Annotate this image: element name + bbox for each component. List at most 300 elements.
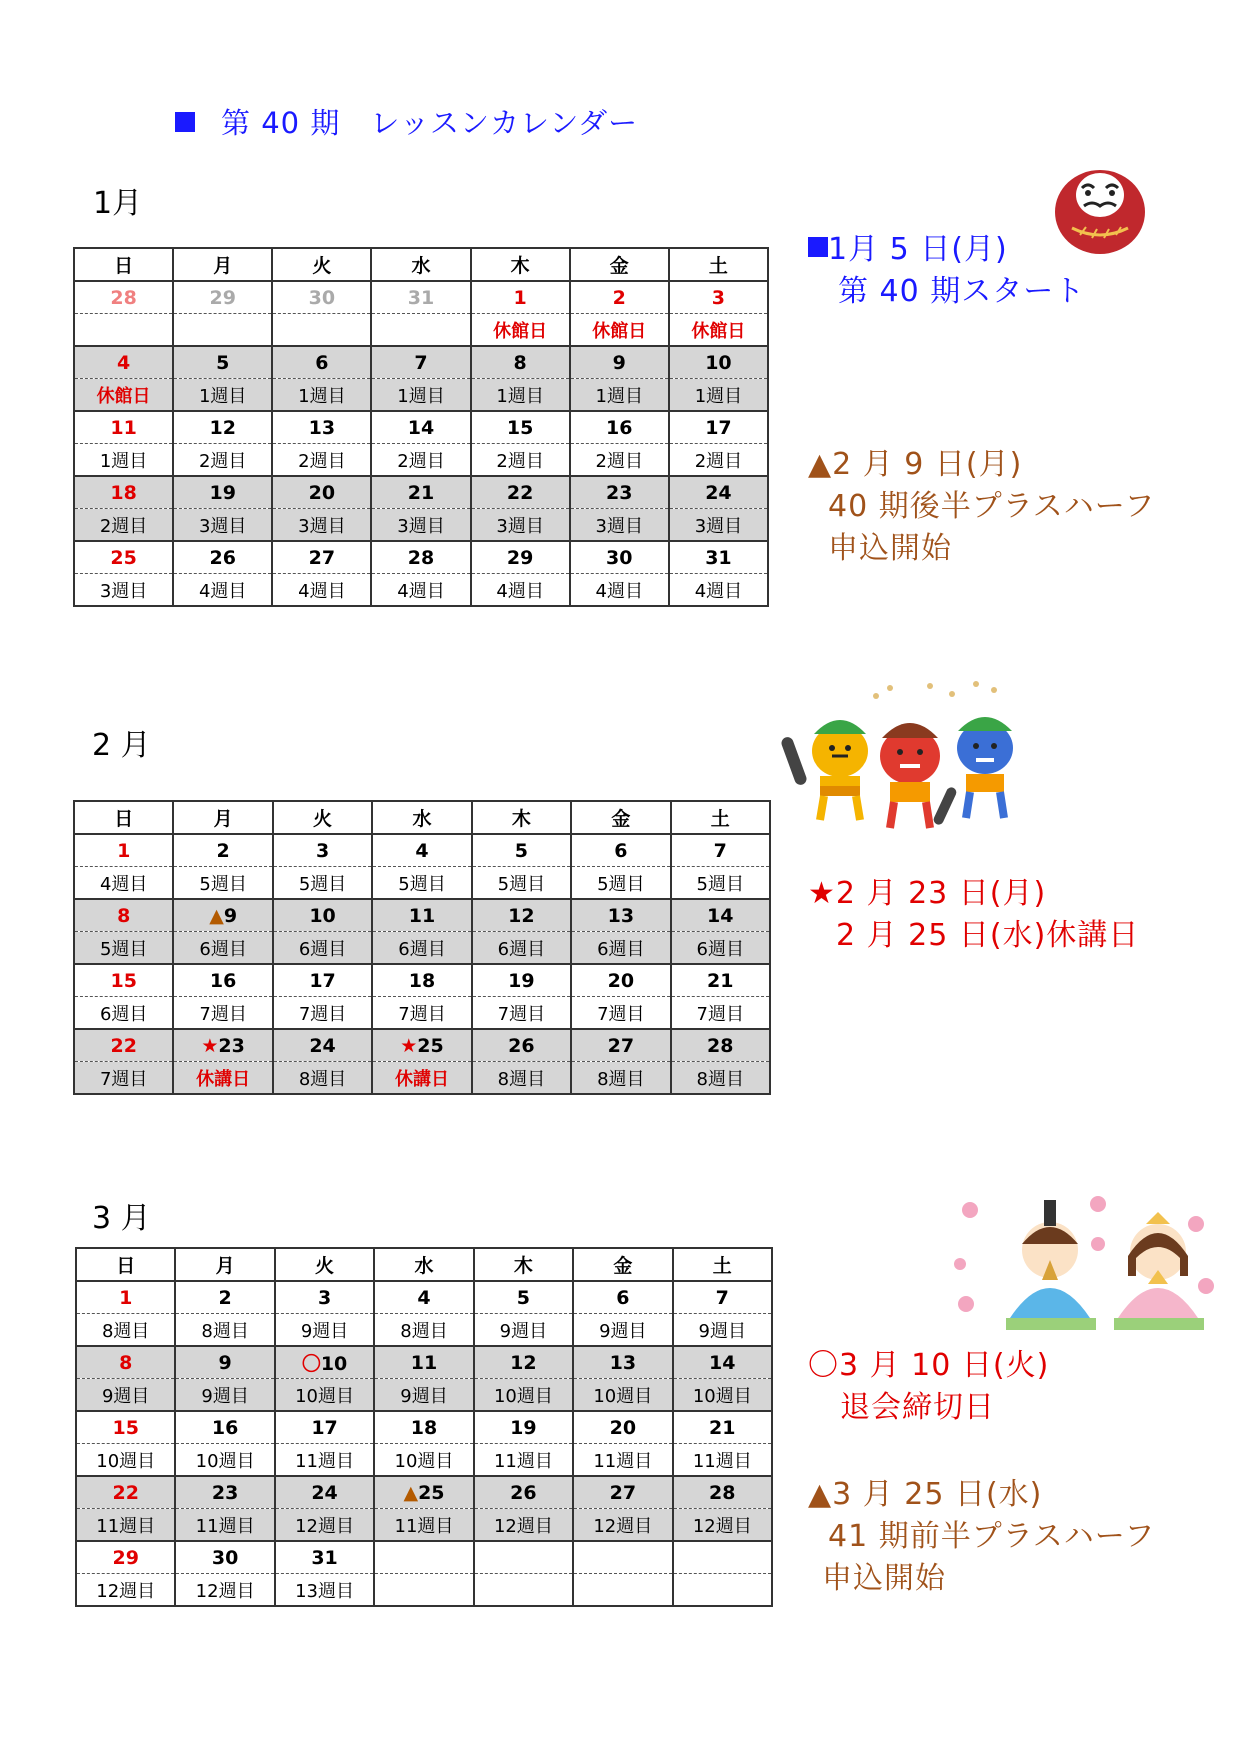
weekday-header-cell: 水 xyxy=(374,1248,473,1281)
date-number: 13 xyxy=(308,416,336,439)
date-cell xyxy=(573,1281,672,1314)
date-cell xyxy=(273,834,372,867)
red-circle-icon: 〇 xyxy=(808,1348,839,1383)
week-label-cell: 1週目 xyxy=(272,379,371,412)
date-cell xyxy=(471,411,570,444)
date-row xyxy=(74,281,768,314)
blue-square-icon xyxy=(808,237,828,257)
week-label-cell xyxy=(573,1574,672,1607)
date-cell xyxy=(76,1541,175,1574)
date-number: 3 xyxy=(711,286,726,309)
date-cell xyxy=(272,411,371,444)
date-number: 7 xyxy=(713,839,727,862)
date-number: 26 xyxy=(209,546,236,569)
week-label-cell: 11週目 xyxy=(76,1509,175,1542)
date-cell xyxy=(474,1346,573,1379)
week-label-cell: 1週目 xyxy=(371,379,470,412)
date-number: 14 xyxy=(709,1351,736,1374)
date-number: 18 xyxy=(110,481,137,504)
date-number: 27 xyxy=(308,546,336,569)
note-feb-closed xyxy=(808,873,1139,957)
date-cell xyxy=(669,281,768,314)
date-number: 11 xyxy=(110,416,137,439)
date-number: 21 xyxy=(707,969,734,992)
date-cell xyxy=(272,476,371,509)
date-cell xyxy=(173,411,272,444)
date-cell xyxy=(74,964,173,997)
date-row xyxy=(76,1346,772,1379)
week-label-cell: 10週目 xyxy=(175,1444,274,1477)
hina-dolls-illustration xyxy=(948,1184,1218,1334)
date-cell xyxy=(673,1346,772,1379)
date-cell xyxy=(372,1029,471,1062)
date-number: 16 xyxy=(606,416,633,439)
star-marker-icon: ★ xyxy=(201,1034,219,1057)
week-label-cell: 7週目 xyxy=(273,997,372,1030)
date-number: 23 xyxy=(606,481,633,504)
week-label-cell: 3週目 xyxy=(669,509,768,542)
date-number: 16 xyxy=(211,1416,239,1439)
week-label-cell xyxy=(272,314,371,347)
note-feb-closed-date: 2 月 23 日(月) xyxy=(835,876,1047,911)
date-number: 20 xyxy=(308,481,336,504)
date-number: 19 xyxy=(508,969,535,992)
weekday-header-cell: 火 xyxy=(275,1248,374,1281)
weekday-header-cell: 水 xyxy=(372,801,471,834)
week-label-cell: 6週目 xyxy=(173,932,272,965)
week-label-cell: 12週目 xyxy=(76,1574,175,1607)
date-number: 10 xyxy=(705,351,732,374)
date-number: 14 xyxy=(707,904,734,927)
date-cell xyxy=(371,411,470,444)
date-number: 26 xyxy=(510,1481,537,1504)
date-number: 8 xyxy=(513,351,527,374)
week-row xyxy=(76,1314,772,1347)
date-number: 21 xyxy=(709,1416,736,1439)
week-label-cell: 9週目 xyxy=(76,1379,175,1412)
date-cell xyxy=(570,541,669,574)
date-number: 27 xyxy=(609,1481,637,1504)
date-number: 24 xyxy=(311,1481,338,1504)
date-cell xyxy=(272,346,371,379)
week-label-cell: 5週目 xyxy=(472,867,571,900)
date-cell xyxy=(76,1281,175,1314)
week-label-cell: 11週目 xyxy=(573,1444,672,1477)
note-feb-plushalf xyxy=(808,444,1155,570)
date-cell xyxy=(74,346,173,379)
date-cell xyxy=(272,541,371,574)
date-number: 24 xyxy=(309,1034,336,1057)
date-cell xyxy=(570,476,669,509)
date-cell xyxy=(669,411,768,444)
week-label-cell: 2週目 xyxy=(272,444,371,477)
oni-demons-illustration xyxy=(780,676,1040,836)
daruma-illustration xyxy=(1052,160,1148,256)
date-number: 6 xyxy=(614,839,628,862)
date-number: 15 xyxy=(112,1416,139,1439)
date-cell xyxy=(74,1029,173,1062)
date-cell xyxy=(173,899,272,932)
week-label-cell xyxy=(371,314,470,347)
date-number: 15 xyxy=(506,416,534,439)
date-number: 10 xyxy=(309,904,336,927)
date-number: 19 xyxy=(510,1416,537,1439)
date-row xyxy=(74,476,768,509)
date-number: 9 xyxy=(218,1351,232,1374)
date-cell xyxy=(671,899,770,932)
week-label-cell: 9週目 xyxy=(275,1314,374,1347)
date-number: 8 xyxy=(117,904,131,927)
date-cell xyxy=(175,1476,274,1509)
week-label-cell: 6週目 xyxy=(273,932,372,965)
date-number: 29 xyxy=(506,546,534,569)
date-number: 18 xyxy=(410,1416,438,1439)
month-label-mar: 3 月 xyxy=(92,1201,151,1236)
note-mar-plushalf-text2: 申込開始 xyxy=(822,1561,946,1596)
date-cell xyxy=(571,1029,670,1062)
date-number: 13 xyxy=(607,904,635,927)
week-label-cell: 11週目 xyxy=(673,1444,772,1477)
date-cell xyxy=(471,476,570,509)
week-label-cell: 7週目 xyxy=(671,997,770,1030)
month-label-jan: 1月 xyxy=(93,186,143,221)
date-number: 30 xyxy=(211,1546,239,1569)
week-label-cell: 5週目 xyxy=(571,867,670,900)
date-cell xyxy=(273,964,372,997)
date-number: 16 xyxy=(209,969,237,992)
date-number: 8 xyxy=(119,1351,133,1374)
date-number: 6 xyxy=(616,1286,630,1309)
red-star-icon: ★ xyxy=(808,876,836,911)
date-number: 22 xyxy=(112,1481,139,1504)
date-cell xyxy=(371,281,470,314)
date-cell xyxy=(570,346,669,379)
date-cell xyxy=(671,964,770,997)
date-cell xyxy=(273,1029,372,1062)
date-cell xyxy=(570,411,669,444)
week-label-cell: 3週目 xyxy=(371,509,470,542)
date-number: 25 xyxy=(417,1034,444,1057)
date-cell xyxy=(272,281,371,314)
week-label-cell: 3週目 xyxy=(173,509,272,542)
week-label-cell: 4週目 xyxy=(173,574,272,607)
date-number: 18 xyxy=(408,969,436,992)
note-term-start-text: 第 40 期スタート xyxy=(838,274,1086,309)
weekday-header-cell: 金 xyxy=(573,1248,672,1281)
date-number: 3 xyxy=(315,839,330,862)
week-label-cell: 12週目 xyxy=(275,1509,374,1542)
week-label-cell: 2週目 xyxy=(371,444,470,477)
date-number: 22 xyxy=(506,481,534,504)
date-number: 21 xyxy=(407,481,435,504)
week-label-cell: 2週目 xyxy=(74,509,173,542)
date-number: 28 xyxy=(709,1481,736,1504)
weekday-header-cell: 木 xyxy=(471,248,570,281)
weekday-header-cell: 月 xyxy=(175,1248,274,1281)
date-number: 3 xyxy=(317,1286,332,1309)
date-cell xyxy=(673,1411,772,1444)
weekday-header-row xyxy=(74,248,768,281)
date-number: 13 xyxy=(609,1351,637,1374)
date-cell xyxy=(275,1541,374,1574)
week-label-cell: 10週目 xyxy=(374,1444,473,1477)
date-cell xyxy=(173,541,272,574)
date-number: 9 xyxy=(223,904,238,927)
week-row xyxy=(74,509,768,542)
week-label-cell: 4週目 xyxy=(471,574,570,607)
week-row xyxy=(76,1509,772,1542)
date-number: 24 xyxy=(705,481,732,504)
date-cell xyxy=(471,541,570,574)
date-number: 22 xyxy=(110,1034,137,1057)
date-number: 1 xyxy=(117,839,131,862)
date-number: 9 xyxy=(612,351,626,374)
date-number: 11 xyxy=(408,904,436,927)
week-row xyxy=(76,1574,772,1607)
week-label-cell: 休館日 xyxy=(74,379,173,412)
date-number: 11 xyxy=(410,1351,438,1374)
date-cell xyxy=(673,1541,772,1574)
week-label-cell: 7週目 xyxy=(74,1062,173,1095)
note-mar-withdraw-text: 退会締切日 xyxy=(840,1390,995,1425)
week-label-cell: 13週目 xyxy=(275,1574,374,1607)
date-cell xyxy=(76,1411,175,1444)
date-number: 2 xyxy=(216,839,230,862)
week-label-cell: 休館日 xyxy=(669,314,768,347)
week-label-cell: 10週目 xyxy=(673,1379,772,1412)
date-cell xyxy=(474,1541,573,1574)
date-cell xyxy=(175,1346,274,1379)
date-cell xyxy=(374,1476,473,1509)
title-square-icon xyxy=(175,112,195,132)
date-cell xyxy=(474,1411,573,1444)
date-cell xyxy=(371,541,470,574)
date-row xyxy=(74,899,770,932)
date-number: 15 xyxy=(110,969,137,992)
week-label-cell: 5週目 xyxy=(273,867,372,900)
date-cell xyxy=(275,1476,374,1509)
date-cell xyxy=(471,346,570,379)
week-label-cell: 6週目 xyxy=(74,997,173,1030)
week-row xyxy=(74,867,770,900)
date-cell xyxy=(74,411,173,444)
star-marker-icon: ★ xyxy=(400,1034,418,1057)
date-cell xyxy=(474,1281,573,1314)
week-label-cell xyxy=(474,1574,573,1607)
month-label-feb: 2 月 xyxy=(92,728,151,763)
weekday-header-cell: 水 xyxy=(371,248,470,281)
weekday-header-row xyxy=(76,1248,772,1281)
week-label-cell: 11週目 xyxy=(275,1444,374,1477)
week-label-cell: 12週目 xyxy=(673,1509,772,1542)
date-number: 1 xyxy=(119,1286,133,1309)
week-row xyxy=(74,444,768,477)
date-cell xyxy=(275,1411,374,1444)
week-label-cell: 4週目 xyxy=(74,867,173,900)
date-cell xyxy=(374,1346,473,1379)
date-cell xyxy=(173,346,272,379)
date-cell xyxy=(371,346,470,379)
date-cell xyxy=(74,834,173,867)
date-cell xyxy=(173,834,272,867)
date-number: 30 xyxy=(308,286,336,309)
week-label-cell: 12週目 xyxy=(573,1509,672,1542)
note-feb-plushalf-date: 2 月 9 日(月) xyxy=(832,447,1023,482)
date-cell xyxy=(175,1281,274,1314)
date-number: 7 xyxy=(414,351,428,374)
week-label-cell: 5週目 xyxy=(173,867,272,900)
date-number: 6 xyxy=(315,351,329,374)
week-row xyxy=(76,1379,772,1412)
note-term-start xyxy=(808,229,1085,313)
date-number: 2 xyxy=(218,1286,232,1309)
date-row xyxy=(76,1411,772,1444)
date-number: 17 xyxy=(311,1416,338,1439)
note-feb-plushalf-text2: 申込開始 xyxy=(828,531,952,566)
week-label-cell: 1週目 xyxy=(570,379,669,412)
date-cell xyxy=(669,541,768,574)
circle-marker-icon: 〇 xyxy=(301,1353,321,1375)
date-number: 4 xyxy=(415,839,429,862)
weekday-header-cell: 月 xyxy=(173,801,272,834)
date-number: 5 xyxy=(514,839,529,862)
weekday-header-cell: 土 xyxy=(671,801,770,834)
week-label-cell: 8週目 xyxy=(273,1062,372,1095)
date-number: 5 xyxy=(216,351,230,374)
week-label-cell xyxy=(673,1574,772,1607)
calendar-january xyxy=(73,247,769,607)
date-number: 30 xyxy=(606,546,633,569)
brown-triangle-icon: ▲ xyxy=(808,447,833,482)
week-label-cell: 9週目 xyxy=(673,1314,772,1347)
weekday-header-cell: 日 xyxy=(76,1248,175,1281)
week-row xyxy=(74,379,768,412)
date-number: 23 xyxy=(218,1034,245,1057)
week-label-cell: 1週目 xyxy=(74,444,173,477)
week-label-cell: 12週目 xyxy=(474,1509,573,1542)
date-cell xyxy=(372,834,471,867)
week-label-cell: 7週目 xyxy=(472,997,571,1030)
week-label-cell: 7週目 xyxy=(173,997,272,1030)
date-cell xyxy=(275,1346,374,1379)
date-cell xyxy=(173,281,272,314)
date-number: 4 xyxy=(417,1286,431,1309)
note-feb-closed-text: 2 月 25 日(水)休講日 xyxy=(836,918,1140,953)
date-number: 14 xyxy=(407,416,435,439)
calendar-march xyxy=(75,1247,773,1607)
week-label-cell: 10週目 xyxy=(275,1379,374,1412)
week-label-cell: 2週目 xyxy=(570,444,669,477)
date-number: 20 xyxy=(607,969,635,992)
date-number: 7 xyxy=(715,1286,729,1309)
date-cell xyxy=(374,1281,473,1314)
date-cell xyxy=(472,834,571,867)
weekday-header-cell: 金 xyxy=(570,248,669,281)
week-label-cell: 8週目 xyxy=(76,1314,175,1347)
date-cell xyxy=(472,964,571,997)
date-number: 25 xyxy=(418,1481,445,1504)
week-label-cell: 11週目 xyxy=(175,1509,274,1542)
date-cell xyxy=(571,899,670,932)
date-row xyxy=(74,346,768,379)
date-cell xyxy=(175,1411,274,1444)
date-cell xyxy=(673,1476,772,1509)
date-cell xyxy=(74,541,173,574)
week-label-cell: 9週目 xyxy=(474,1314,573,1347)
date-cell xyxy=(76,1476,175,1509)
date-cell xyxy=(573,1346,672,1379)
week-label-cell: 3週目 xyxy=(471,509,570,542)
page-title xyxy=(175,101,638,142)
week-label-cell xyxy=(374,1574,473,1607)
date-number: 28 xyxy=(407,546,435,569)
weekday-header-cell: 木 xyxy=(472,801,571,834)
week-label-cell: 7週目 xyxy=(372,997,471,1030)
week-label-cell: 12週目 xyxy=(175,1574,274,1607)
week-label-cell: 1週目 xyxy=(173,379,272,412)
week-label-cell: 10週目 xyxy=(474,1379,573,1412)
note-mar-plushalf-text: 41 期前半プラスハーフ xyxy=(828,1519,1156,1554)
week-label-cell: 休講日 xyxy=(372,1062,471,1095)
date-cell xyxy=(474,1476,573,1509)
date-cell xyxy=(273,899,372,932)
weekday-header-cell: 日 xyxy=(74,248,173,281)
date-number: 10 xyxy=(320,1353,348,1375)
note-term-start-date: 1月 5 日(月) xyxy=(828,232,1008,267)
date-cell xyxy=(374,1411,473,1444)
date-row xyxy=(74,541,768,574)
date-number: 29 xyxy=(209,286,236,309)
date-cell xyxy=(673,1281,772,1314)
date-cell xyxy=(571,964,670,997)
date-row xyxy=(76,1476,772,1509)
date-number: 12 xyxy=(209,416,236,439)
week-label-cell: 9週目 xyxy=(175,1379,274,1412)
week-label-cell: 9週目 xyxy=(573,1314,672,1347)
weekday-header-cell: 火 xyxy=(273,801,372,834)
week-label-cell: 3週目 xyxy=(74,574,173,607)
week-label-cell: 休館日 xyxy=(471,314,570,347)
weekday-header-cell: 土 xyxy=(673,1248,772,1281)
weekday-header-cell: 火 xyxy=(272,248,371,281)
date-cell xyxy=(76,1346,175,1379)
week-label-cell: 5週目 xyxy=(671,867,770,900)
date-cell xyxy=(275,1281,374,1314)
triangle-marker-icon: ▲ xyxy=(403,1481,419,1504)
date-number: 25 xyxy=(110,546,137,569)
date-cell xyxy=(372,899,471,932)
week-label-cell: 2週目 xyxy=(471,444,570,477)
date-cell xyxy=(669,476,768,509)
weekday-header-cell: 木 xyxy=(474,1248,573,1281)
week-label-cell: 5週目 xyxy=(372,867,471,900)
title-text: 第 40 期 レッスンカレンダー xyxy=(221,106,639,140)
week-row xyxy=(74,932,770,965)
week-label-cell: 11週目 xyxy=(374,1509,473,1542)
date-row xyxy=(74,834,770,867)
week-label-cell: 休館日 xyxy=(570,314,669,347)
note-mar-withdraw xyxy=(808,1345,1049,1429)
week-label-cell: 9週目 xyxy=(374,1379,473,1412)
week-label-cell: 7週目 xyxy=(571,997,670,1030)
weekday-header-cell: 土 xyxy=(669,248,768,281)
date-row xyxy=(76,1281,772,1314)
date-cell xyxy=(173,964,272,997)
date-cell xyxy=(669,346,768,379)
date-cell xyxy=(173,1029,272,1062)
week-label-cell: 4週目 xyxy=(570,574,669,607)
date-cell xyxy=(371,476,470,509)
